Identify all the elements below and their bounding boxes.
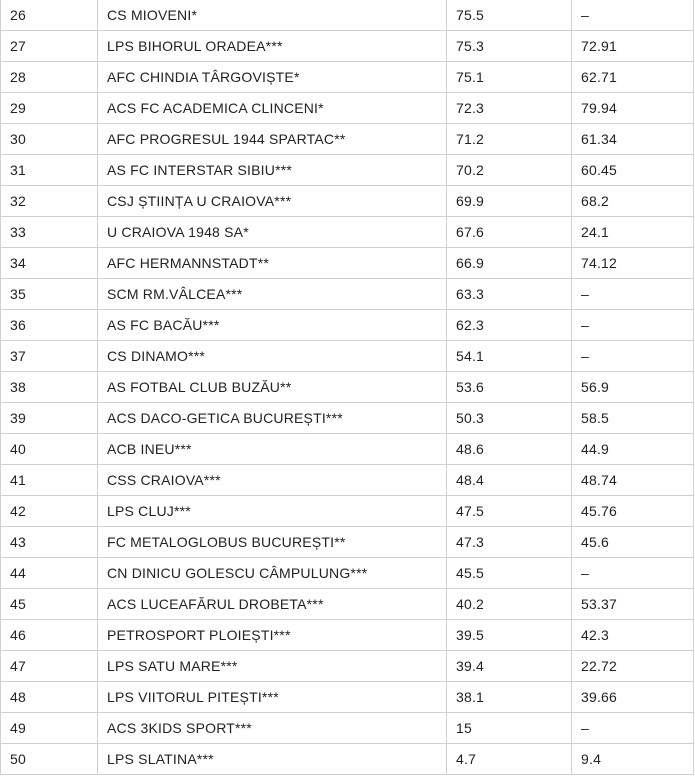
rank-cell: 49 <box>1 713 98 744</box>
previous-score-cell: 45.6 <box>572 527 694 558</box>
table-row <box>1 217 694 248</box>
rank-cell: 32 <box>1 186 98 217</box>
rank-cell: 46 <box>1 620 98 651</box>
club-name-cell: CS MIOVENI* <box>98 0 447 31</box>
club-name-cell: LPS BIHORUL ORADEA*** <box>98 31 447 62</box>
table-row <box>1 589 694 620</box>
table-row <box>1 341 694 372</box>
table-row <box>1 0 694 31</box>
table-row <box>1 310 694 341</box>
score-cell: 72.3 <box>447 93 572 124</box>
score-cell: 39.5 <box>447 620 572 651</box>
rank-cell: 28 <box>1 62 98 93</box>
score-cell: 67.6 <box>447 217 572 248</box>
previous-score-cell: 9.4 <box>572 744 694 775</box>
score-cell: 75.3 <box>447 31 572 62</box>
club-name-cell: PETROSPORT PLOIEȘTI*** <box>98 620 447 651</box>
club-name-cell: ACS DACO-GETICA BUCUREȘTI*** <box>98 403 447 434</box>
previous-score-cell: 74.12 <box>572 248 694 279</box>
previous-score-cell: 60.45 <box>572 155 694 186</box>
club-name-cell: FC METALOGLOBUS BUCUREȘTI** <box>98 527 447 558</box>
previous-score-cell: 62.71 <box>572 62 694 93</box>
score-cell: 63.3 <box>447 279 572 310</box>
table-row <box>1 465 694 496</box>
score-cell: 75.1 <box>447 62 572 93</box>
club-name-cell: AFC PROGRESUL 1944 SPARTAC** <box>98 124 447 155</box>
previous-score-cell: 68.2 <box>572 186 694 217</box>
table-row <box>1 682 694 713</box>
previous-score-cell: 48.74 <box>572 465 694 496</box>
club-name-cell: LPS SATU MARE*** <box>98 651 447 682</box>
club-name-cell: AS FC INTERSTAR SIBIU*** <box>98 155 447 186</box>
score-cell: 45.5 <box>447 558 572 589</box>
rank-cell: 44 <box>1 558 98 589</box>
rank-cell: 26 <box>1 0 98 31</box>
score-cell: 54.1 <box>447 341 572 372</box>
club-name-cell: AS FC BACĂU*** <box>98 310 447 341</box>
club-name-cell: CS DINAMO*** <box>98 341 447 372</box>
ranking-table-body <box>1 0 694 775</box>
score-cell: 50.3 <box>447 403 572 434</box>
club-name-cell: AFC CHINDIA TÂRGOVIȘTE* <box>98 62 447 93</box>
score-cell: 62.3 <box>447 310 572 341</box>
table-row <box>1 620 694 651</box>
score-cell: 38.1 <box>447 682 572 713</box>
rank-cell: 33 <box>1 217 98 248</box>
score-cell: 39.4 <box>447 651 572 682</box>
table-row <box>1 248 694 279</box>
table-row <box>1 31 694 62</box>
previous-score-cell: 53.37 <box>572 589 694 620</box>
table-row <box>1 496 694 527</box>
rank-cell: 43 <box>1 527 98 558</box>
previous-score-cell: 42.3 <box>572 620 694 651</box>
rank-cell: 48 <box>1 682 98 713</box>
score-cell: 40.2 <box>447 589 572 620</box>
previous-score-cell: 58.5 <box>572 403 694 434</box>
club-name-cell: CSJ ȘTIINȚA U CRAIOVA*** <box>98 186 447 217</box>
previous-score-cell: 61.34 <box>572 124 694 155</box>
club-name-cell: LPS CLUJ*** <box>98 496 447 527</box>
previous-score-cell: 44.9 <box>572 434 694 465</box>
rank-cell: 39 <box>1 403 98 434</box>
score-cell: 53.6 <box>447 372 572 403</box>
table-row <box>1 372 694 403</box>
score-cell: 4.7 <box>447 744 572 775</box>
rank-cell: 50 <box>1 744 98 775</box>
table-row <box>1 155 694 186</box>
table-row <box>1 186 694 217</box>
table-row <box>1 93 694 124</box>
previous-score-cell: – <box>572 341 694 372</box>
rank-cell: 42 <box>1 496 98 527</box>
rank-cell: 47 <box>1 651 98 682</box>
table-row <box>1 124 694 155</box>
previous-score-cell: 24.1 <box>572 217 694 248</box>
club-name-cell: ACS LUCEAFĂRUL DROBETA*** <box>98 589 447 620</box>
previous-score-cell: – <box>572 0 694 31</box>
previous-score-cell: 56.9 <box>572 372 694 403</box>
table-row <box>1 744 694 775</box>
club-name-cell: CN DINICU GOLESCU CÂMPULUNG*** <box>98 558 447 589</box>
table-row <box>1 558 694 589</box>
previous-score-cell: 72.91 <box>572 31 694 62</box>
rank-cell: 34 <box>1 248 98 279</box>
table-row <box>1 651 694 682</box>
club-name-cell: AFC HERMANNSTADT** <box>98 248 447 279</box>
score-cell: 47.5 <box>447 496 572 527</box>
rank-cell: 41 <box>1 465 98 496</box>
club-name-cell: ACB INEU*** <box>98 434 447 465</box>
score-cell: 71.2 <box>447 124 572 155</box>
rank-cell: 40 <box>1 434 98 465</box>
rank-cell: 27 <box>1 31 98 62</box>
score-cell: 48.6 <box>447 434 572 465</box>
club-name-cell: ACS 3KIDS SPORT*** <box>98 713 447 744</box>
previous-score-cell: 45.76 <box>572 496 694 527</box>
previous-score-cell: 22.72 <box>572 651 694 682</box>
score-cell: 47.3 <box>447 527 572 558</box>
table-row <box>1 279 694 310</box>
previous-score-cell: 79.94 <box>572 93 694 124</box>
table-row <box>1 527 694 558</box>
score-cell: 69.9 <box>447 186 572 217</box>
rank-cell: 45 <box>1 589 98 620</box>
score-cell: 15 <box>447 713 572 744</box>
rank-cell: 30 <box>1 124 98 155</box>
rank-cell: 31 <box>1 155 98 186</box>
rank-cell: 29 <box>1 93 98 124</box>
club-name-cell: U CRAIOVA 1948 SA* <box>98 217 447 248</box>
rank-cell: 38 <box>1 372 98 403</box>
previous-score-cell: – <box>572 713 694 744</box>
score-cell: 66.9 <box>447 248 572 279</box>
table-row <box>1 713 694 744</box>
previous-score-cell: 39.66 <box>572 682 694 713</box>
club-name-cell: CSS CRAIOVA*** <box>98 465 447 496</box>
previous-score-cell: – <box>572 558 694 589</box>
score-cell: 48.4 <box>447 465 572 496</box>
score-cell: 75.5 <box>447 0 572 31</box>
previous-score-cell: – <box>572 279 694 310</box>
score-cell: 70.2 <box>447 155 572 186</box>
club-name-cell: AS FOTBAL CLUB BUZĂU** <box>98 372 447 403</box>
previous-score-cell: – <box>572 310 694 341</box>
rank-cell: 36 <box>1 310 98 341</box>
rank-cell: 37 <box>1 341 98 372</box>
club-name-cell: SCM RM.VÂLCEA*** <box>98 279 447 310</box>
club-name-cell: LPS SLATINA*** <box>98 744 447 775</box>
rank-cell: 35 <box>1 279 98 310</box>
table-row <box>1 403 694 434</box>
club-name-cell: ACS FC ACADEMICA CLINCENI* <box>98 93 447 124</box>
club-name-cell: LPS VIITORUL PITEȘTI*** <box>98 682 447 713</box>
table-row <box>1 62 694 93</box>
table-row <box>1 434 694 465</box>
